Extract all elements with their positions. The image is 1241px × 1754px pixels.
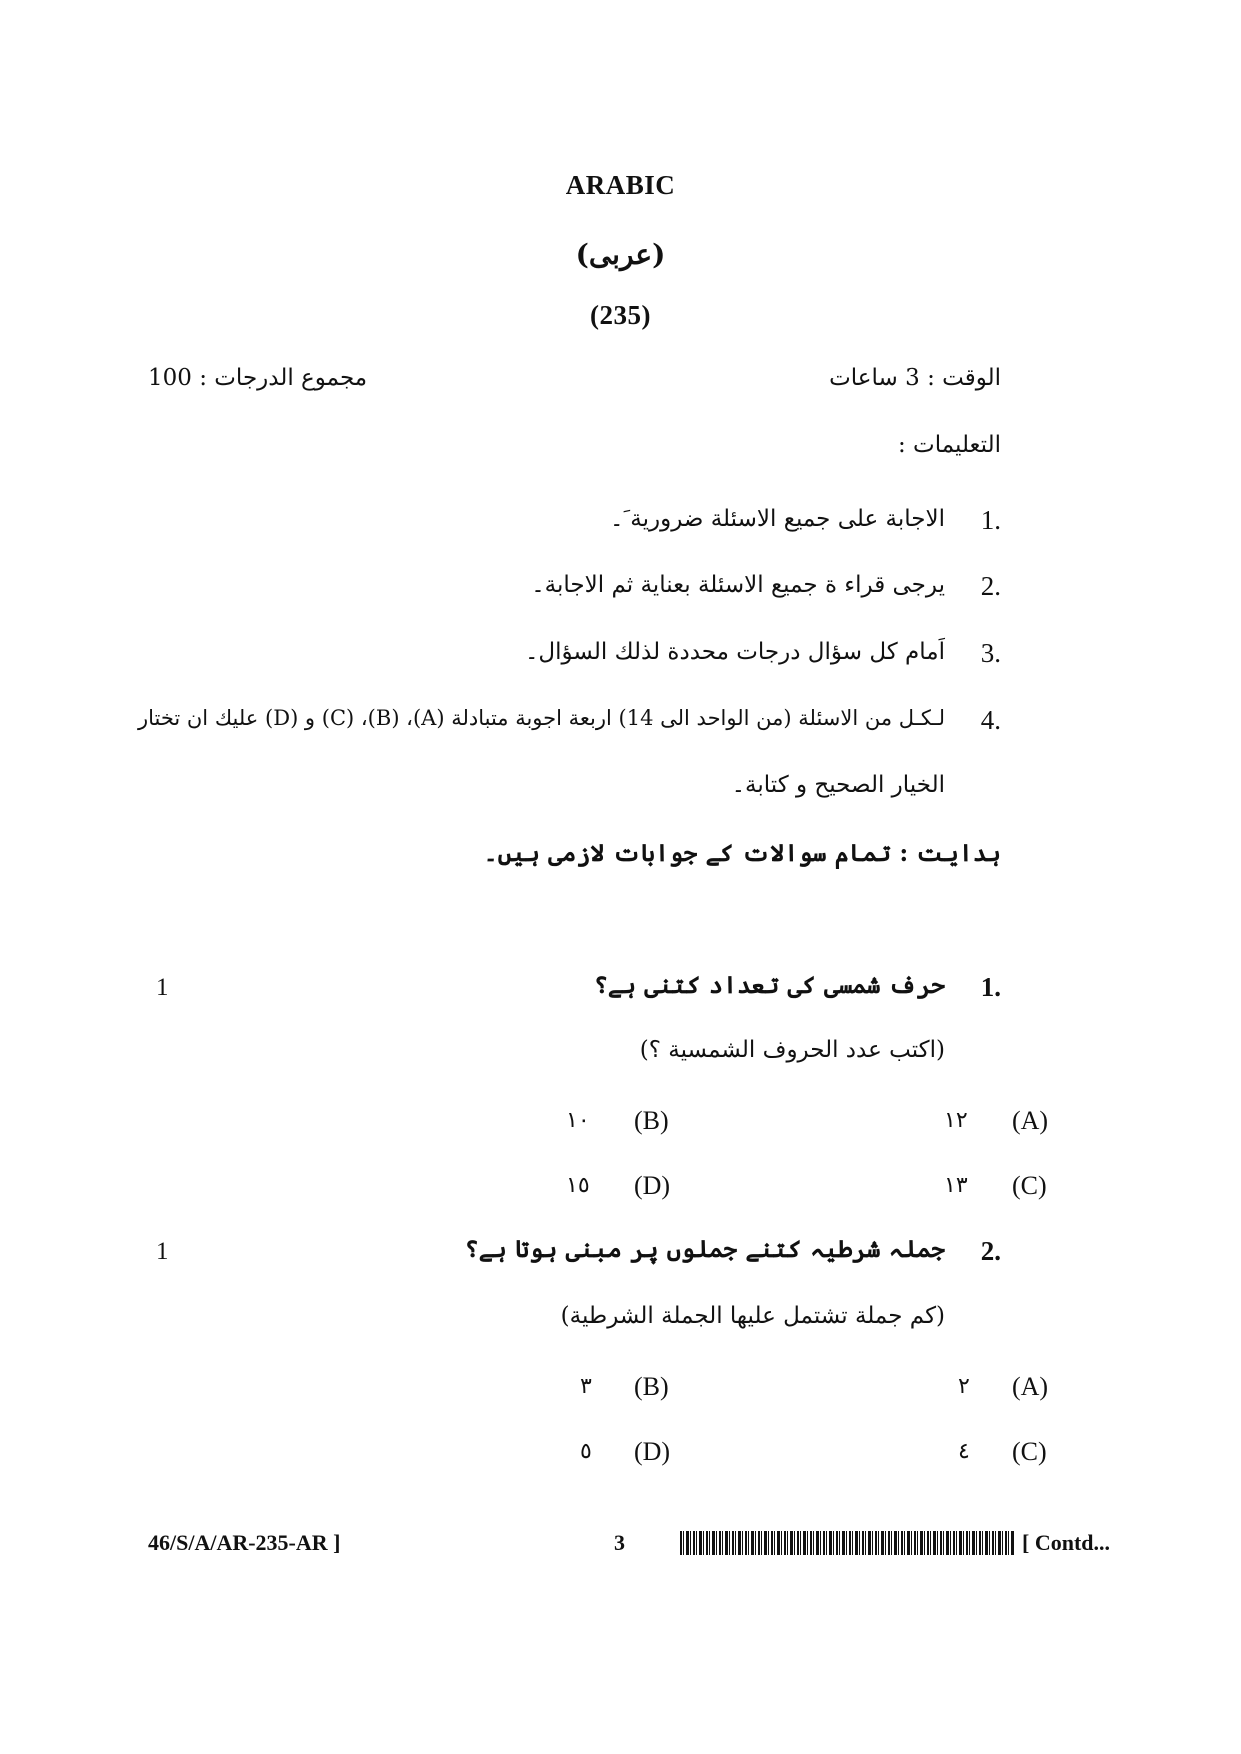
instruction-number: 3. [980,638,1001,668]
paper-title: ARABIC [565,170,676,200]
instruction-text: الاجابة على جميع الاسئلة ضرورية َ۔ [610,506,945,532]
question-number: 1. [980,972,1001,1002]
question-number: 2. [980,1236,1001,1266]
continued-label: [ Contd... [1022,1530,1111,1555]
option-letter: (D) [634,1171,671,1200]
option-letter: (D) [634,1437,671,1466]
instruction-number: 1. [980,505,1001,535]
instruction-text: يرجى قراء ة جميع الاسئلة بعناية ثم الاجابة۔ [531,572,945,598]
question-marks: 1 [156,974,169,1001]
paper-subtitle: (عربی) [575,238,666,271]
option-letter: (A) [1012,1372,1049,1401]
instructions-heading: التعليمات : [897,432,1001,458]
option-value: ٣ [580,1374,592,1399]
time-allowed: الوقت : 3 ساعات [829,365,1001,391]
instruction-number: 4. [980,705,1001,735]
option-letter: (B) [634,1372,669,1401]
question-marks: 1 [156,1238,169,1265]
instruction-text-line1: لـكـل من الاسئلة (من الواحد الى 14) اربعة اجوبة متبادلة (A)، (B)، (C) و (D) عليك ان تختار [137,706,945,730]
total-marks: مجموع الدرجات : 100 [148,365,368,391]
question-arabic-text: (كم جملة تشتمل عليها الجملة الشرطية) [560,1303,945,1329]
urdu-instruction-note: ہدایت : تمام سوالات کے جوابات لازمی ہیں۔ [483,838,1001,867]
paper-code-footer: 46/S/A/AR-235-AR ] [148,1530,341,1555]
option-letter: (C) [1012,1171,1047,1200]
question-urdu-text: جملہ شرطیہ کتنے جملوں پر مبنی ہوتا ہے؟ [464,1234,945,1263]
option-letter: (B) [634,1106,669,1135]
option-value: ٢ [958,1374,970,1399]
instruction-number: 2. [980,571,1001,601]
instruction-text: اَمام كل سؤال درجات محددة لذلك السؤال۔ [524,639,945,665]
question-urdu-text: حرف شمسی کی تعداد کتنی ہے؟ [593,970,945,999]
option-value: ١٠ [566,1108,590,1133]
option-value: ١٢ [944,1108,968,1133]
page-number: 3 [614,1530,625,1555]
question-arabic-text: (اكتب عدد الحروف الشمسية ؟) [639,1037,945,1063]
option-letter: (C) [1012,1437,1047,1466]
paper-code: (235) [590,300,651,330]
option-value: ٥ [580,1439,592,1464]
instruction-text-line2: الخيار الصحيح و كتابة۔ [731,772,945,798]
option-value: ٤ [958,1439,970,1464]
option-letter: (A) [1012,1106,1049,1135]
option-value: ١٣ [944,1173,968,1198]
option-value: ١٥ [566,1173,590,1198]
barcode-image [680,1531,1014,1555]
